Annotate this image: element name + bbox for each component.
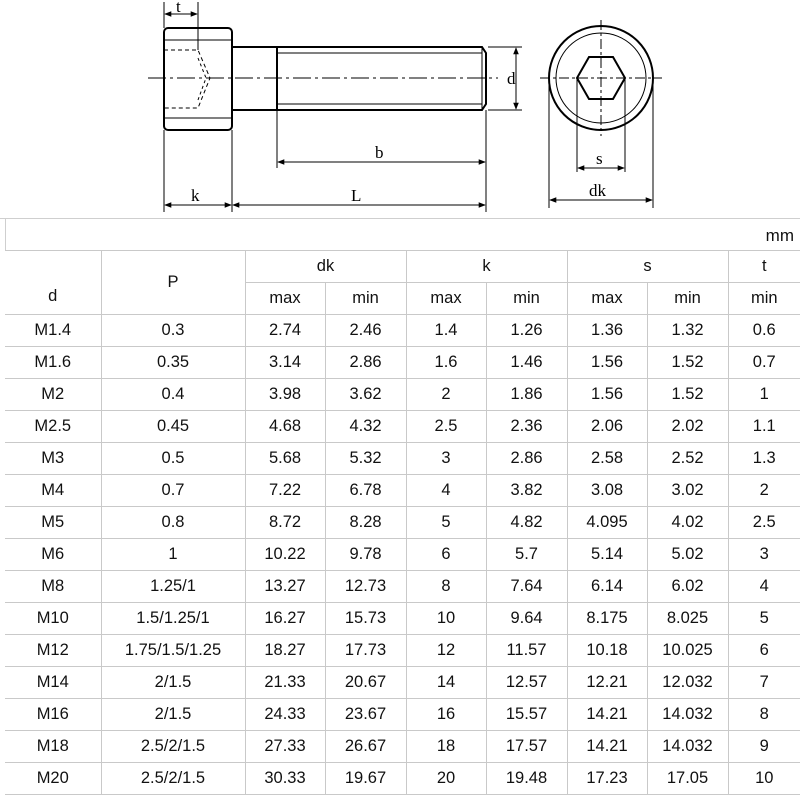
- table-cell: 18: [406, 731, 486, 763]
- table-cell: 26.67: [325, 731, 406, 763]
- table-cell: 6.02: [647, 571, 728, 603]
- table-row: [5, 315, 800, 347]
- table-cell: 2/1.5: [101, 667, 245, 699]
- table-cell: 4.095: [567, 507, 647, 539]
- table-cell: M16: [5, 699, 101, 731]
- table-cell: 12.57: [486, 667, 567, 699]
- table-cell: 12: [406, 635, 486, 667]
- label-b: b: [375, 143, 384, 162]
- header-P: P: [101, 251, 245, 315]
- table-row: [5, 571, 800, 603]
- table-row: [5, 411, 800, 443]
- table-cell: 1.36: [567, 315, 647, 347]
- subheader-min: min: [728, 283, 800, 315]
- table-cell: M1.4: [5, 315, 101, 347]
- table-cell: 0.5: [101, 443, 245, 475]
- table-cell: 0.7: [728, 347, 800, 379]
- table-cell: M8: [5, 571, 101, 603]
- table-cell: M5: [5, 507, 101, 539]
- header-k: k: [406, 251, 567, 283]
- table-cell: 8.72: [245, 507, 325, 539]
- header-d: d: [5, 251, 101, 315]
- table-cell: 0.6: [728, 315, 800, 347]
- specification-table: [5, 250, 800, 795]
- hex-socket-tip: [198, 58, 206, 100]
- table-row: [5, 667, 800, 699]
- table-cell: 1.75/1.5/1.25: [101, 635, 245, 667]
- table-cell: 0.7: [101, 475, 245, 507]
- table-cell: 16: [406, 699, 486, 731]
- table-cell: 2.58: [567, 443, 647, 475]
- table-cell: 19.48: [486, 763, 567, 795]
- table-cell: 1.4: [406, 315, 486, 347]
- table-cell: 1.52: [647, 347, 728, 379]
- table-cell: 5: [728, 603, 800, 635]
- table-cell: 3.08: [567, 475, 647, 507]
- table-cell: 2/1.5: [101, 699, 245, 731]
- table-cell: 8: [406, 571, 486, 603]
- table-cell: M4: [5, 475, 101, 507]
- divider-line: [5, 218, 6, 250]
- table-cell: 24.33: [245, 699, 325, 731]
- table-cell: 10.18: [567, 635, 647, 667]
- table-cell: M3: [5, 443, 101, 475]
- table-cell: 3.02: [647, 475, 728, 507]
- table-cell: 15.73: [325, 603, 406, 635]
- table-cell: 1.5/1.25/1: [101, 603, 245, 635]
- table-cell: 23.67: [325, 699, 406, 731]
- subheader-min: min: [325, 283, 406, 315]
- table-cell: 8.175: [567, 603, 647, 635]
- header-dk: dk: [245, 251, 406, 283]
- table-cell: 4.68: [245, 411, 325, 443]
- table-row: [5, 539, 800, 571]
- table-cell: 2.86: [486, 443, 567, 475]
- table-cell: 2.74: [245, 315, 325, 347]
- hex-socket-hidden: [164, 50, 210, 108]
- table-cell: 0.35: [101, 347, 245, 379]
- label-s: s: [596, 149, 603, 168]
- table-cell: 7.64: [486, 571, 567, 603]
- subheader-max: max: [567, 283, 647, 315]
- table-cell: 3.98: [245, 379, 325, 411]
- screw-side-view: [148, 28, 498, 130]
- table-cell: 30.33: [245, 763, 325, 795]
- table-cell: 14.21: [567, 699, 647, 731]
- dimension-d: [488, 47, 522, 110]
- subheader-min: min: [486, 283, 567, 315]
- label-d: d: [507, 69, 516, 88]
- dimension-t: [164, 2, 198, 50]
- dimension-k-L: [164, 130, 486, 212]
- table-cell: M2.5: [5, 411, 101, 443]
- table-row: [5, 763, 800, 795]
- table-cell: 20: [406, 763, 486, 795]
- table-cell: 1.32: [647, 315, 728, 347]
- table-cell: 1.26: [486, 315, 567, 347]
- table-cell: 4: [728, 571, 800, 603]
- table-row: [5, 635, 800, 667]
- table-cell: 5.02: [647, 539, 728, 571]
- subheader-min: min: [647, 283, 728, 315]
- unit-label: mm: [765, 226, 794, 245]
- table-cell: 12.032: [647, 667, 728, 699]
- table-cell: 14.032: [647, 699, 728, 731]
- table-cell: 3.62: [325, 379, 406, 411]
- table-cell: 1: [728, 379, 800, 411]
- table-cell: 20.67: [325, 667, 406, 699]
- table-cell: 5.14: [567, 539, 647, 571]
- table-cell: 2.5/2/1.5: [101, 763, 245, 795]
- table-cell: 2.02: [647, 411, 728, 443]
- table-cell: 17.05: [647, 763, 728, 795]
- table-cell: M6: [5, 539, 101, 571]
- table-cell: 12.73: [325, 571, 406, 603]
- table-cell: 5.68: [245, 443, 325, 475]
- table-row: [5, 731, 800, 763]
- table-cell: 2.5/2/1.5: [101, 731, 245, 763]
- table-cell: 0.8: [101, 507, 245, 539]
- table-cell: 5.32: [325, 443, 406, 475]
- table-cell: 0.4: [101, 379, 245, 411]
- table-cell: 8.28: [325, 507, 406, 539]
- table-cell: 1.86: [486, 379, 567, 411]
- table-cell: 1.3: [728, 443, 800, 475]
- table-cell: 17.23: [567, 763, 647, 795]
- table-cell: 1.56: [567, 347, 647, 379]
- label-dk: dk: [589, 181, 606, 200]
- table-cell: M12: [5, 635, 101, 667]
- subheader-max: max: [245, 283, 325, 315]
- table-cell: 5: [406, 507, 486, 539]
- table-cell: 10: [406, 603, 486, 635]
- table-cell: 3.82: [486, 475, 567, 507]
- table-cell: 4.02: [647, 507, 728, 539]
- table-cell: M20: [5, 763, 101, 795]
- label-t: t: [176, 0, 181, 16]
- table-cell: M18: [5, 731, 101, 763]
- screw-technical-drawing: [0, 0, 800, 218]
- table-cell: 13.27: [245, 571, 325, 603]
- table-cell: 6.78: [325, 475, 406, 507]
- table-cell: 3.14: [245, 347, 325, 379]
- header-t: t: [728, 251, 800, 283]
- table-cell: M14: [5, 667, 101, 699]
- table-cell: 10: [728, 763, 800, 795]
- table-cell: 14: [406, 667, 486, 699]
- subheader-max: max: [406, 283, 486, 315]
- table-cell: 1.52: [647, 379, 728, 411]
- table-cell: 2: [728, 475, 800, 507]
- table-cell: 17.73: [325, 635, 406, 667]
- table-cell: 19.67: [325, 763, 406, 795]
- table-cell: 4.32: [325, 411, 406, 443]
- table-cell: 14.21: [567, 731, 647, 763]
- table-cell: 3: [406, 443, 486, 475]
- table-cell: 9.78: [325, 539, 406, 571]
- table-cell: 11.57: [486, 635, 567, 667]
- table-cell: 16.27: [245, 603, 325, 635]
- table-cell: 14.032: [647, 731, 728, 763]
- table-row: [5, 475, 800, 507]
- table-cell: 17.57: [486, 731, 567, 763]
- header-row: [5, 251, 800, 283]
- table-cell: 2.5: [728, 507, 800, 539]
- table-cell: 3: [728, 539, 800, 571]
- table-cell: 2: [406, 379, 486, 411]
- table-cell: 2.52: [647, 443, 728, 475]
- table-cell: 2.5: [406, 411, 486, 443]
- divider-line: [0, 218, 800, 219]
- table-cell: 6.14: [567, 571, 647, 603]
- table-row: [5, 443, 800, 475]
- table-cell: 10.025: [647, 635, 728, 667]
- table-row: [5, 699, 800, 731]
- table-cell: 2.36: [486, 411, 567, 443]
- table-row: [5, 603, 800, 635]
- table-cell: 10.22: [245, 539, 325, 571]
- table-cell: 4: [406, 475, 486, 507]
- table-cell: 5.7: [486, 539, 567, 571]
- table-cell: 4.82: [486, 507, 567, 539]
- header-s: s: [567, 251, 728, 283]
- table-cell: 1.6: [406, 347, 486, 379]
- table-cell: 15.57: [486, 699, 567, 731]
- table-cell: M10: [5, 603, 101, 635]
- table-cell: 9.64: [486, 603, 567, 635]
- table-row: [5, 507, 800, 539]
- table-cell: M1.6: [5, 347, 101, 379]
- table-cell: 18.27: [245, 635, 325, 667]
- table-cell: 0.3: [101, 315, 245, 347]
- label-k: k: [191, 186, 200, 205]
- table-cell: 1.1: [728, 411, 800, 443]
- table-cell: 8.025: [647, 603, 728, 635]
- table-cell: M2: [5, 379, 101, 411]
- table-cell: 2.86: [325, 347, 406, 379]
- table-cell: 6: [406, 539, 486, 571]
- table-cell: 27.33: [245, 731, 325, 763]
- table-cell: 1.46: [486, 347, 567, 379]
- table-cell: 6: [728, 635, 800, 667]
- table-cell: 21.33: [245, 667, 325, 699]
- table-cell: 0.45: [101, 411, 245, 443]
- label-L: L: [351, 186, 362, 205]
- table-cell: 2.06: [567, 411, 647, 443]
- table-cell: 2.46: [325, 315, 406, 347]
- table-cell: 7.22: [245, 475, 325, 507]
- table-row: [5, 347, 800, 379]
- table-cell: 8: [728, 699, 800, 731]
- screw-top-view: [540, 20, 662, 136]
- table-row: [5, 379, 800, 411]
- table-cell: 1.25/1: [101, 571, 245, 603]
- table-cell: 12.21: [567, 667, 647, 699]
- table-cell: 1.56: [567, 379, 647, 411]
- table-cell: 9: [728, 731, 800, 763]
- table-cell: 7: [728, 667, 800, 699]
- table-cell: 1: [101, 539, 245, 571]
